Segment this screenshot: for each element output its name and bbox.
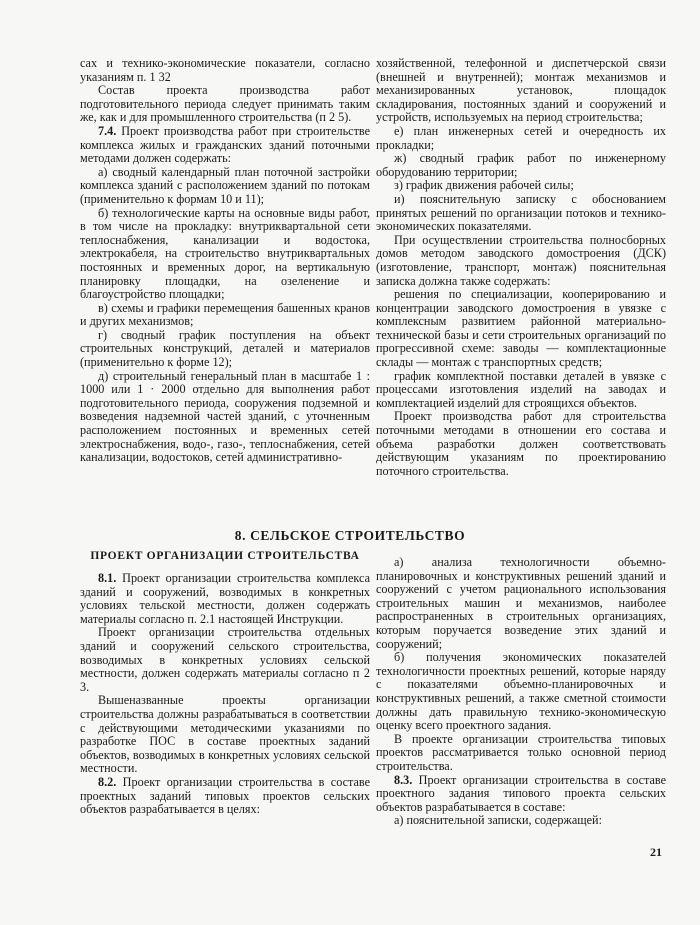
paragraph-text: В проекте организации строительства типовых проектов рассматривается только основной период строительства. xyxy=(376,731,666,773)
paragraph xyxy=(376,179,666,193)
paragraph-text: в) схемы и графики перемещения башенных кранов и других механизмов; xyxy=(80,300,370,329)
column-bottom-left xyxy=(80,572,370,817)
paragraph xyxy=(80,694,370,776)
paragraph-text: б) получения экономических показателей технологичности проектных решений, которые наряду с показателями объемно-планировочных и конструктивных решений, а также сметной стоимости должны дать правильную технико-экономическую оценку всего проектного задания. xyxy=(376,650,666,733)
column-top-right xyxy=(376,57,666,478)
paragraph-text: г) сводный график поступления на объект строительных конструкций, деталей и материалов (применительно к форме 12); xyxy=(80,327,370,370)
clause-number: 7.4. xyxy=(98,123,117,138)
column-top-left xyxy=(80,57,370,465)
paragraph xyxy=(376,288,666,370)
paragraph xyxy=(80,207,370,302)
paragraph-text: Проект организации строительства комплекса зданий и сооружений, возводимых в конкретных условиях тельской местности, должен содержать материалы согласно п. 2.1 настоящей Инструкции. xyxy=(80,571,370,626)
paragraph-text: е) план инженерных сетей и очередность их прокладки; xyxy=(376,123,666,152)
paragraph xyxy=(376,152,666,179)
clause-number: 8.2. xyxy=(98,774,117,789)
paragraph xyxy=(376,234,666,288)
paragraph-text: а) пояснительной записки, содержащей: xyxy=(394,813,602,828)
paragraph-text: д) строительный генеральный план в масштабе 1 : 1000 или 1 · 2000 отдельно для выполнения работ подготовительного периода, сооружения подземной и возведения надземной частей зданий, с уточненным расположением постоянных и временных сетей электроснабжения, водо-, газо-, теплоснабжения, сетей канализации, водостоков, сетей административно- xyxy=(80,368,370,465)
paragraph-text: з) график движения рабочей силы; xyxy=(394,178,574,193)
paragraph-text: Состав проекта производства работ подготовительного периода следует принимать таким же, как и для промышленного строительства (п 2 5). xyxy=(80,83,370,125)
paragraph xyxy=(376,814,666,828)
subsection-title: ПРОЕКТ ОРГАНИЗАЦИИ СТРОИТЕЛЬСТВА xyxy=(90,550,360,562)
paragraph-text: график комплектной поставки деталей в увязке с процессами изготовления изделий на заводах и комплектацией изделий для строящихся объектов. xyxy=(376,368,666,410)
paragraph xyxy=(376,733,666,774)
paragraph xyxy=(376,410,666,478)
clause-number: 8.1. xyxy=(98,571,117,585)
paragraph-text: б) технологические карты на основные виды работ, в том числе на прокладку: внутриквартальной сети теплоснабжения, канализации и водостока, электрокабеля, на строительство внутриквартальных постоянных и временных дорог, на вертикальную планировку площадки, на озеленение и благоустройство площадки; xyxy=(80,205,370,302)
paragraph-text: Проект производства работ для строительства поточными методами в отношении его состава и объема разработки должен соответствовать действующим указаниям по проектированию поточного строительства. xyxy=(376,409,666,478)
paragraph-text: Проект производства работ при строительстве комплекса жилых и гражданских зданий поточными методами должен содержать: xyxy=(80,123,370,166)
paragraph xyxy=(80,329,370,370)
paragraph xyxy=(80,125,370,166)
paragraph xyxy=(376,57,666,125)
paragraph-text: хозяйственной, телефонной и диспетчерской связи (внешней и внутренней); монтаж механизмов и механизированных установок, площадок складирования, постоянных зданий и сооружений и устройств, используемых на период строительства; xyxy=(376,56,666,125)
paragraph-text: и) пояснительную записку с обоснованием принятых решений по организации потоков и технико-экономических показателями. xyxy=(376,191,666,234)
paragraph xyxy=(80,57,370,84)
paragraph xyxy=(376,370,666,411)
column-bottom-right xyxy=(376,556,666,828)
paragraph-text: ж) сводный график работ по инженерному оборудованию территории; xyxy=(376,151,666,179)
paragraph-text: решения по специализации, кооперированию и концентрации заводского домостроения в увязке с комплексным развитием районной материально-технической базы и сети строительных организаций по прогрессивной схеме: заводы — комплектационные склады — монтаж с транспортных средств; xyxy=(376,287,666,370)
paragraph-text: а) сводный календарный план поточной застройки комплекса зданий с расположением зданий по потокам (применительно к формам 10 и 11); xyxy=(80,164,370,206)
paragraph xyxy=(80,302,370,329)
paragraph-text: Проект организации строительства отдельных зданий и сооружений сельского строительства, возводимых в конкретных условиях сельской местности, должен содержать материалы согласно п 2 3. xyxy=(80,625,370,694)
paragraph xyxy=(80,626,370,694)
section-title: 8. СЕЛЬСКОЕ СТРОИТЕЛЬСТВО xyxy=(234,528,466,543)
paragraph-text: Проект организации строительства в составе проектных заданий типовых проектов сельских объектов разрабатывается в целях: xyxy=(80,774,370,817)
paragraph xyxy=(80,572,370,626)
clause-number: 8.3. xyxy=(394,772,413,787)
paragraph xyxy=(376,125,666,152)
paragraph xyxy=(80,776,370,817)
paragraph xyxy=(80,370,370,465)
paragraph xyxy=(80,84,370,125)
paragraph xyxy=(376,193,666,234)
paragraph-text: Вышеназванные проекты организации строительства должны разрабатываться в соответствии с действующими методическими указаниями по разработке ПОС в составе проектных заданий объектов, возводимых в конкретных условиях сельской местности. xyxy=(80,693,370,776)
paragraph xyxy=(376,774,666,815)
page-number: 21 xyxy=(650,845,662,859)
paragraph xyxy=(376,651,666,733)
paragraph xyxy=(80,166,370,207)
paragraph-text: а) анализа технологичности объемно-планировочных и конструктивных решений зданий и сооружений с учетом рационального использования строительных машин и механизмов, наиболее распространенных в строительных организациях, которым поручается возведение этих зданий и сооружений; xyxy=(376,555,666,651)
paragraph xyxy=(376,556,666,651)
paragraph-text: сах и технико-экономические показатели, согласно указаниям п. 1 32 xyxy=(80,56,370,84)
paragraph-text: При осуществлении строительства полносборных домов методом заводского домостроения (ДСК) (изготовление, транспорт, монтаж) пояснительная записка должна также содержать: xyxy=(376,232,666,288)
paragraph-text: Проект организации строительства в составе проектного задания типового проекта сельских объектов разрабатывается в составе: xyxy=(376,772,666,814)
